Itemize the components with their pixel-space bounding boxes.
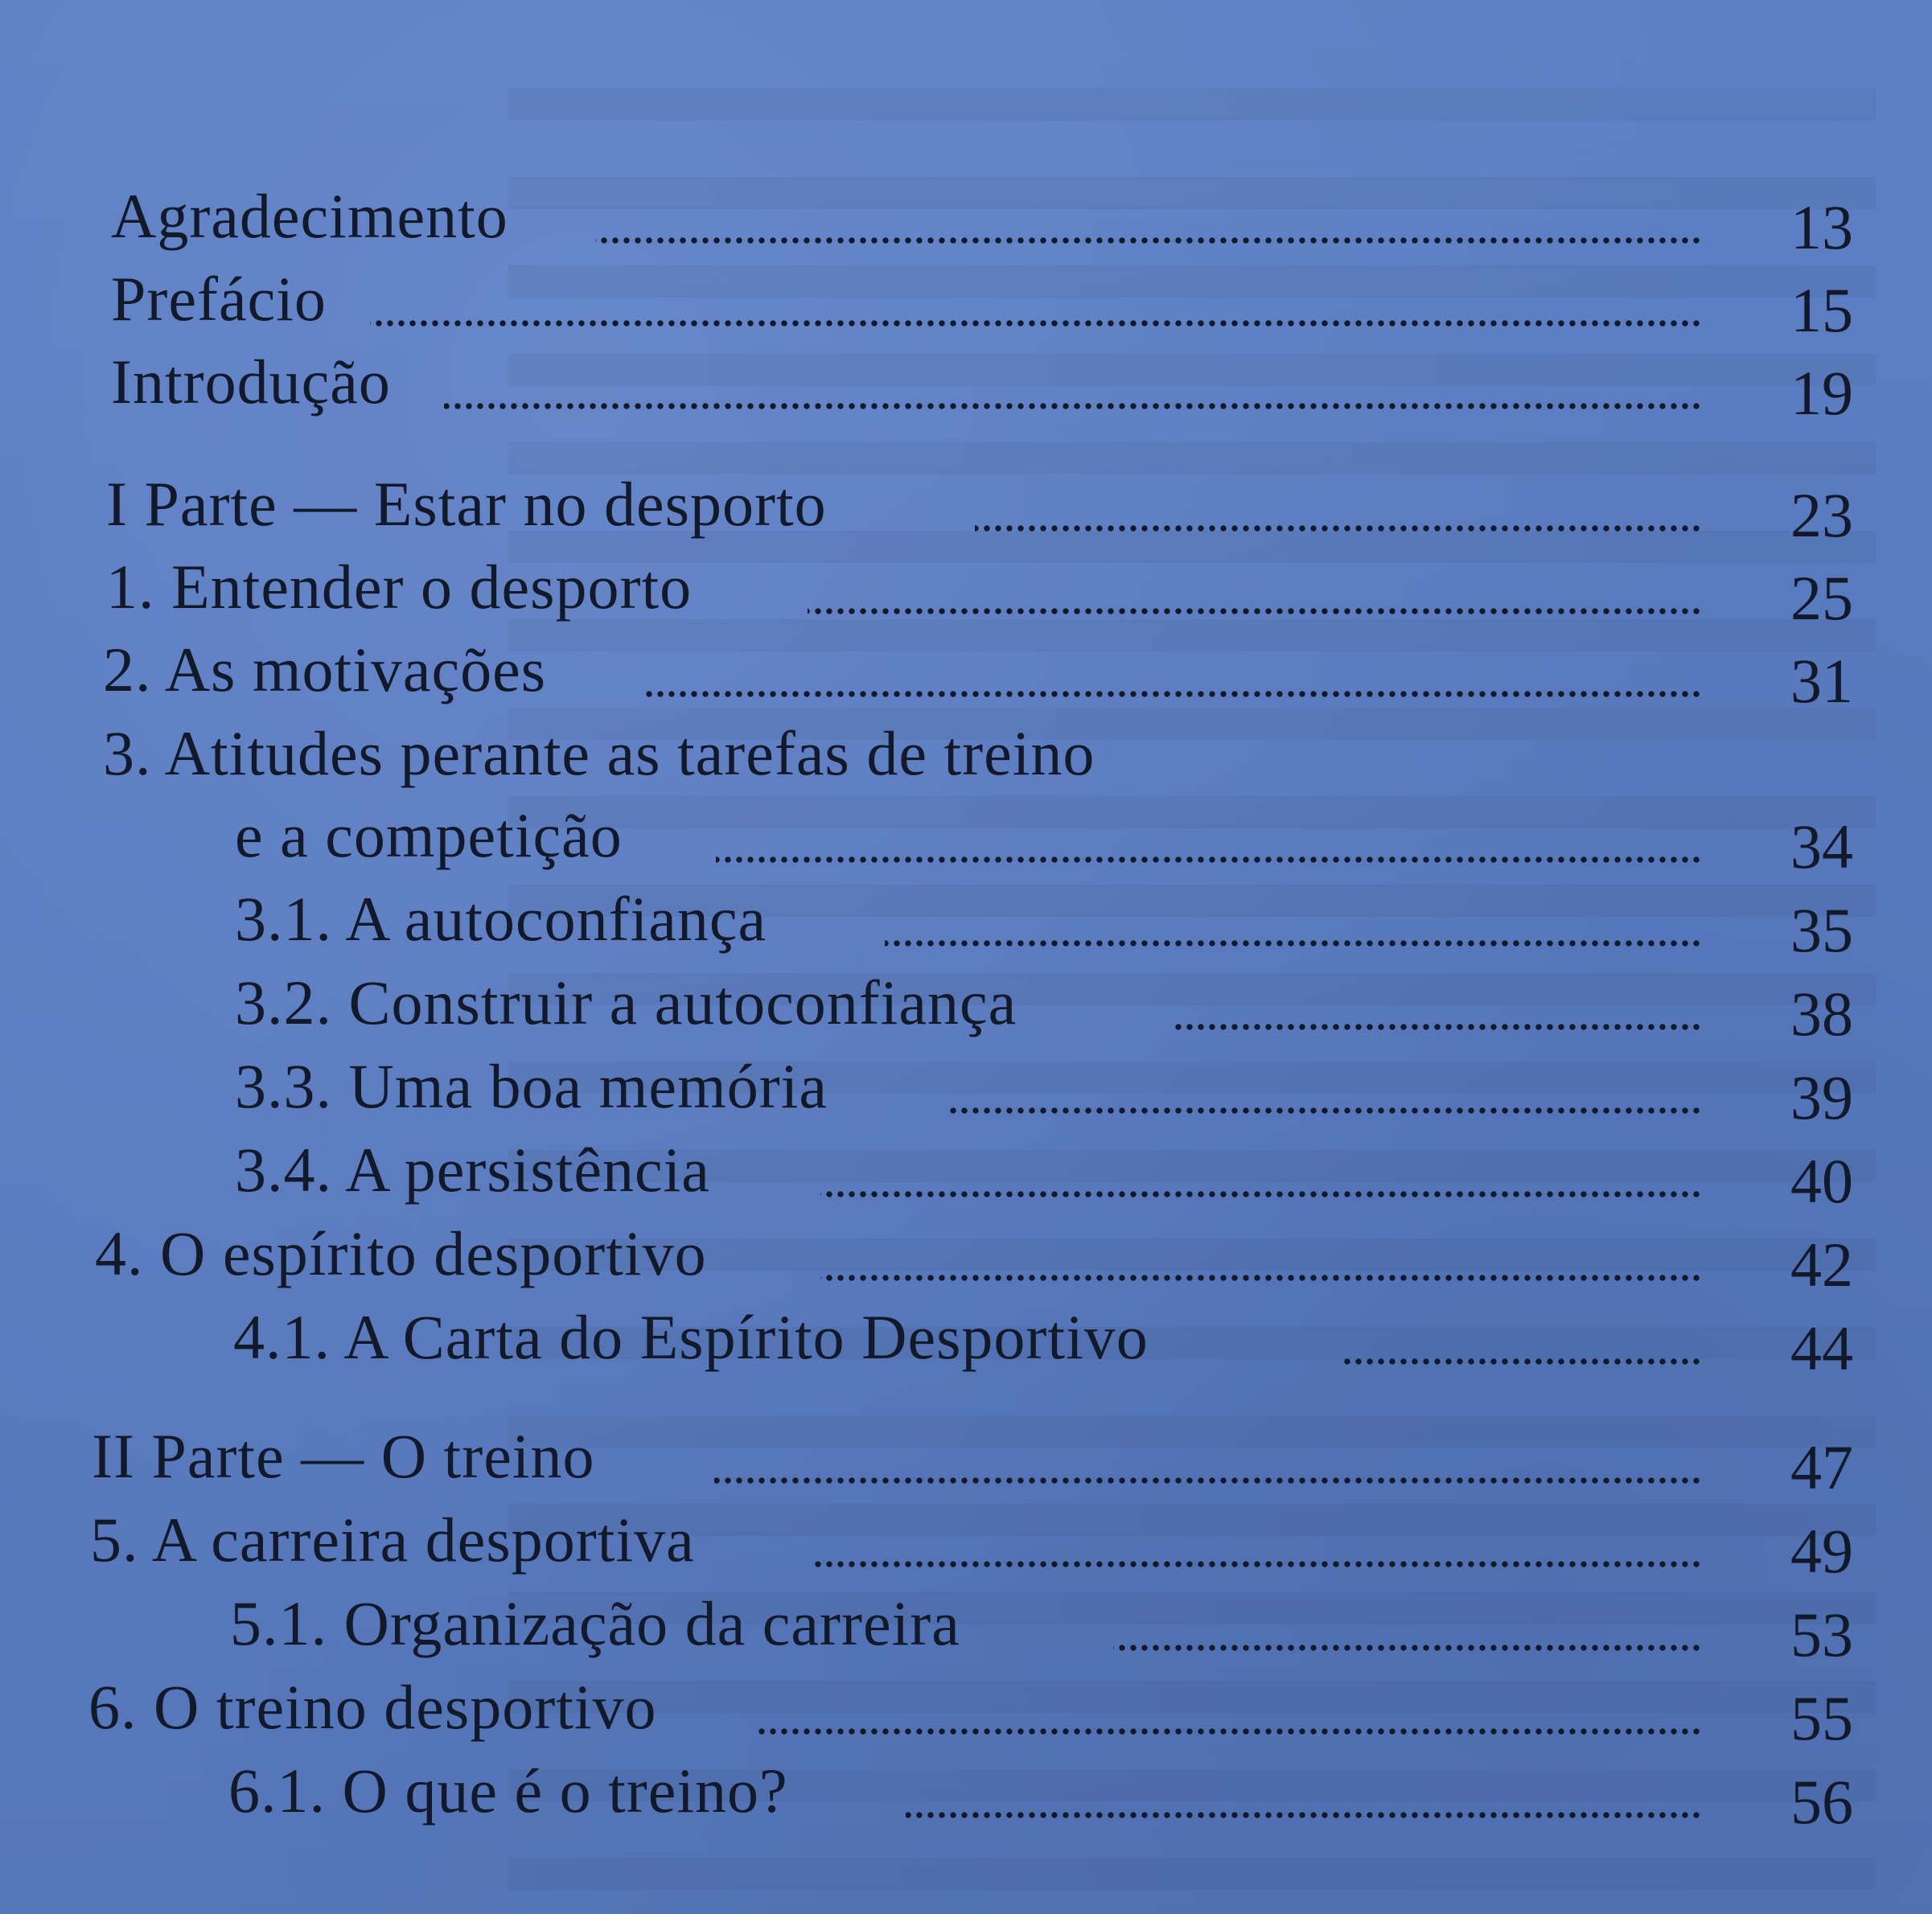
toc-entry-3[interactable] <box>0 716 1932 796</box>
toc-entry-4-1[interactable] <box>0 1300 1932 1383</box>
toc-entry-page: 55 <box>1790 1683 1853 1753</box>
toc-entry-label: e a competição <box>235 800 623 870</box>
toc-entry-page: 34 <box>1790 811 1853 881</box>
dot-leader <box>370 318 1702 329</box>
toc-entry-label: 6. O treino desportivo <box>88 1672 657 1742</box>
toc-entry-label: 4. O espírito desportivo <box>95 1218 707 1288</box>
toc-entry-page: 38 <box>1790 979 1853 1049</box>
toc-entry-page: 47 <box>1790 1432 1853 1502</box>
toc-entry-introducao[interactable] <box>0 344 1932 428</box>
toc-entry-label: 3.4. A persistência <box>235 1135 710 1205</box>
toc-entry-page: 49 <box>1790 1516 1853 1586</box>
toc-entry-prefacio[interactable] <box>0 261 1932 345</box>
toc-entry-parte-1[interactable] <box>0 466 1932 550</box>
toc-entry-label: 3.2. Construir a autoconfiança <box>235 967 1017 1037</box>
toc-entry-2[interactable] <box>0 632 1932 716</box>
toc-entry-6-1[interactable] <box>0 1753 1932 1837</box>
dot-leader <box>1340 1356 1702 1367</box>
dot-leader <box>716 854 1702 865</box>
toc-entry-page: 39 <box>1790 1062 1853 1132</box>
toc-entry-label: 1. Entender o desporto <box>106 552 693 622</box>
toc-entry-3-1[interactable] <box>0 881 1932 965</box>
dot-leader <box>975 523 1702 534</box>
toc-entry-4[interactable] <box>0 1216 1932 1300</box>
toc-entry-label: 5.1. Organização da carreira <box>230 1588 960 1658</box>
toc-entry-label: 6.1. O que é o treino? <box>228 1756 788 1826</box>
toc-entry-page: 23 <box>1790 480 1853 550</box>
toc-entry-page: 56 <box>1790 1767 1853 1837</box>
toc-entry-1[interactable] <box>0 549 1932 633</box>
toc-entry-parte-2[interactable] <box>0 1419 1932 1502</box>
toc-entry-page: 42 <box>1790 1230 1853 1300</box>
dot-leader <box>643 688 1702 700</box>
toc-entry-label: 3.3. Uma boa memória <box>235 1051 828 1121</box>
toc-entry-label: Introdução <box>111 347 391 417</box>
toc-entry-label: 3. Atitudes perante as tarefas de treino <box>103 718 1095 788</box>
toc-entry-label: 2. As motivações <box>103 635 547 704</box>
toc-entry-page: 40 <box>1790 1146 1853 1216</box>
dot-leader <box>949 1105 1702 1116</box>
toc-entry-3-cont[interactable] <box>0 798 1932 881</box>
dot-leader <box>1173 1021 1702 1033</box>
dot-leader <box>820 1272 1702 1284</box>
dot-leader <box>885 938 1702 949</box>
toc-entry-label: I Parte — Estar no desporto <box>106 469 827 539</box>
toc-entry-page: 19 <box>1790 358 1853 428</box>
toc-entry-3-2[interactable] <box>0 965 1932 1049</box>
dot-leader <box>444 400 1702 412</box>
dot-leader <box>808 606 1702 617</box>
dot-leader <box>756 1726 1702 1737</box>
dot-leader <box>820 1189 1702 1200</box>
toc-entry-3-4[interactable] <box>0 1132 1932 1216</box>
toc-entry-page: 35 <box>1790 895 1853 965</box>
dot-leader <box>595 235 1702 246</box>
toc-entry-page: 25 <box>1790 563 1853 633</box>
toc-entry-label: 4.1. A Carta do Espírito Desportivo <box>233 1302 1149 1372</box>
toc-entry-label: 3.1. A autoconfiança <box>235 884 767 954</box>
dot-leader <box>906 1809 1702 1821</box>
toc-entry-label: II Parte — O treino <box>92 1421 595 1491</box>
toc-entry-page: 31 <box>1790 646 1853 716</box>
toc-entry-6[interactable] <box>0 1670 1932 1753</box>
toc-entry-page: 53 <box>1790 1600 1853 1670</box>
toc-entry-label: Prefácio <box>111 264 327 334</box>
toc-entry-page: 15 <box>1790 275 1853 345</box>
toc-entry-page: 13 <box>1790 192 1853 262</box>
toc-entry-agradecimento[interactable] <box>0 179 1932 262</box>
toc-entry-label: Agradecimento <box>111 181 508 251</box>
toc-entry-5-1[interactable] <box>0 1586 1932 1670</box>
dot-leader <box>1113 1642 1702 1653</box>
toc-entry-label: 5. A carreira desportiva <box>90 1505 695 1575</box>
toc-entry-3-3[interactable] <box>0 1049 1932 1132</box>
dot-leader <box>814 1559 1702 1570</box>
toc-entry-5[interactable] <box>0 1502 1932 1586</box>
dot-leader <box>714 1475 1702 1486</box>
toc-entry-page: 44 <box>1790 1313 1853 1383</box>
